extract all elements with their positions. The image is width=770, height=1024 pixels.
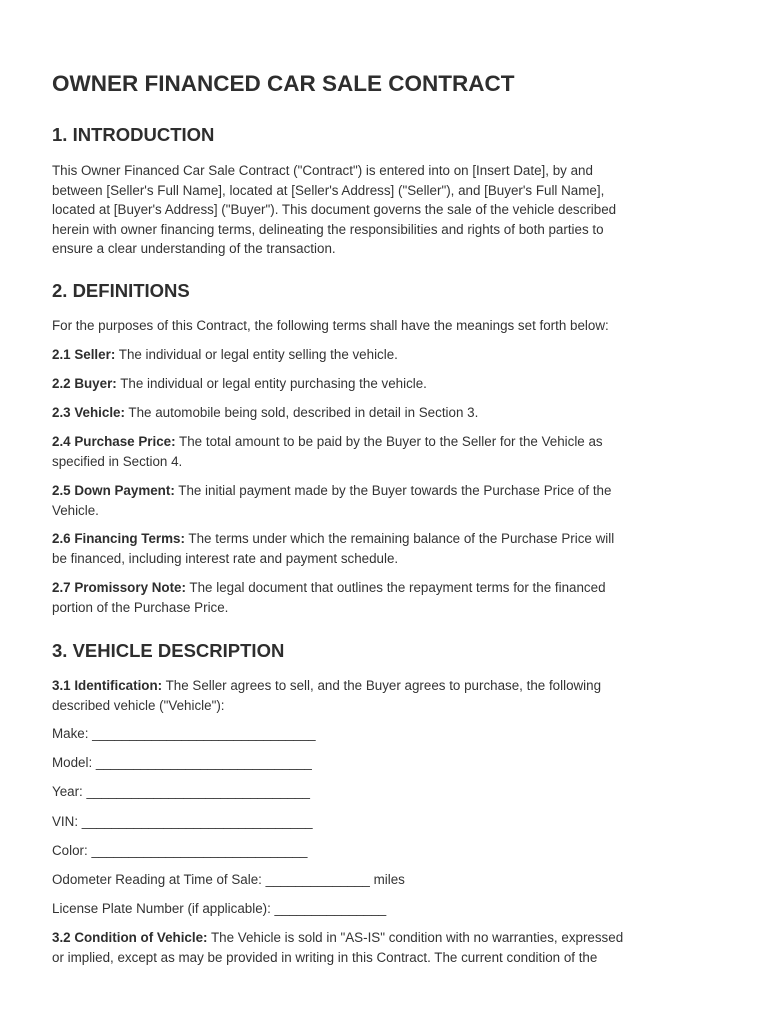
definition-term: 2.5 Down Payment: — [52, 483, 175, 498]
section-heading-vehicle-description: 3. VEHICLE DESCRIPTION — [52, 640, 285, 661]
introduction-line: ensure a clear understanding of the transaction. — [52, 241, 336, 256]
definition-text: The individual or legal entity selling the vehicle. — [115, 347, 398, 362]
definition-text: The initial payment made by the Buyer towards the Purchase Price of the — [174, 483, 612, 498]
definition-text: The individual or legal entity purchasing the vehicle. — [116, 376, 427, 391]
definition-text: The legal document that outlines the repayment terms for the financed — [185, 580, 606, 595]
introduction-line: located at [Buyer's Address] ("Buyer"). This document governs the sale of the vehicle described — [52, 202, 617, 217]
definition-item-buyer — [52, 374, 722, 394]
vehicle-condition — [52, 928, 722, 967]
definition-text-continued: specified in Section 4. — [52, 453, 183, 469]
introduction-line: between [Seller's Full Name], located at [Seller's Address] ("Seller"), and [Buyer's Full Name], — [52, 182, 605, 198]
introduction-paragraph — [52, 161, 722, 259]
identification-text: The Seller agrees to sell, and the Buyer agrees to purchase, the following — [162, 678, 602, 693]
field-odometer-reading: Odometer Reading at Time of Sale: ______________ miles — [52, 872, 405, 887]
section-heading-introduction: 1. INTRODUCTION — [52, 124, 215, 145]
condition-text: The Vehicle is sold in "AS-IS" condition with no warranties, expressed — [207, 930, 624, 945]
definition-item-purchase-price — [52, 432, 722, 471]
definition-term: 2.1 Seller: — [52, 347, 116, 362]
definition-text-continued: Vehicle. — [52, 502, 99, 518]
definition-item-down-payment — [52, 481, 722, 520]
definition-text: The terms under which the remaining balance of the Purchase Price will — [184, 531, 615, 546]
field-make: Make: ______________________________ — [52, 726, 316, 741]
definition-text: The total amount to be paid by the Buyer to the Seller for the Vehicle as — [175, 434, 603, 449]
definition-item-vehicle — [52, 403, 722, 423]
definition-term: 2.4 Purchase Price: — [52, 434, 176, 449]
definition-term: 2.6 Financing Terms: — [52, 531, 185, 546]
field-model: Model: _____________________________ — [52, 755, 312, 770]
document-title: OWNER FINANCED CAR SALE CONTRACT — [52, 71, 515, 96]
definitions-intro: For the purposes of this Contract, the following terms shall have the meanings set forth below: — [52, 318, 609, 333]
condition-text-continued: or implied, except as may be provided in writing in this Contract. The current condition of the — [52, 949, 598, 965]
definition-text-continued: portion of the Purchase Price. — [52, 599, 229, 615]
definition-term: 2.2 Buyer: — [52, 376, 117, 391]
definition-term: 2.3 Vehicle: — [52, 405, 125, 420]
field-vin: VIN: _______________________________ — [52, 814, 313, 829]
field-license-plate: License Plate Number (if applicable): _______________ — [52, 901, 387, 916]
field-color: Color: _____________________________ — [52, 843, 308, 858]
definition-item-seller — [52, 345, 722, 365]
definition-item-financing-terms — [52, 529, 722, 568]
field-year: Year: ______________________________ — [52, 784, 310, 799]
section-heading-definitions: 2. DEFINITIONS — [52, 280, 190, 301]
definition-term: 2.7 Promissory Note: — [52, 580, 186, 595]
definition-item-promissory-note — [52, 578, 722, 617]
condition-term: 3.2 Condition of Vehicle: — [52, 930, 208, 945]
definition-text: The automobile being sold, described in detail in Section 3. — [124, 405, 479, 420]
identification-text-continued: described vehicle ("Vehicle"): — [52, 697, 225, 713]
definition-text-continued: be financed, including interest rate and payment schedule. — [52, 550, 399, 566]
vehicle-identification — [52, 676, 722, 715]
introduction-line: herein with owner financing terms, delineating the responsibilities and rights of both parties to — [52, 221, 604, 237]
identification-term: 3.1 Identification: — [52, 678, 163, 693]
introduction-line: This Owner Financed Car Sale Contract ("Contract") is entered into on [Insert Date], by and — [52, 163, 593, 178]
